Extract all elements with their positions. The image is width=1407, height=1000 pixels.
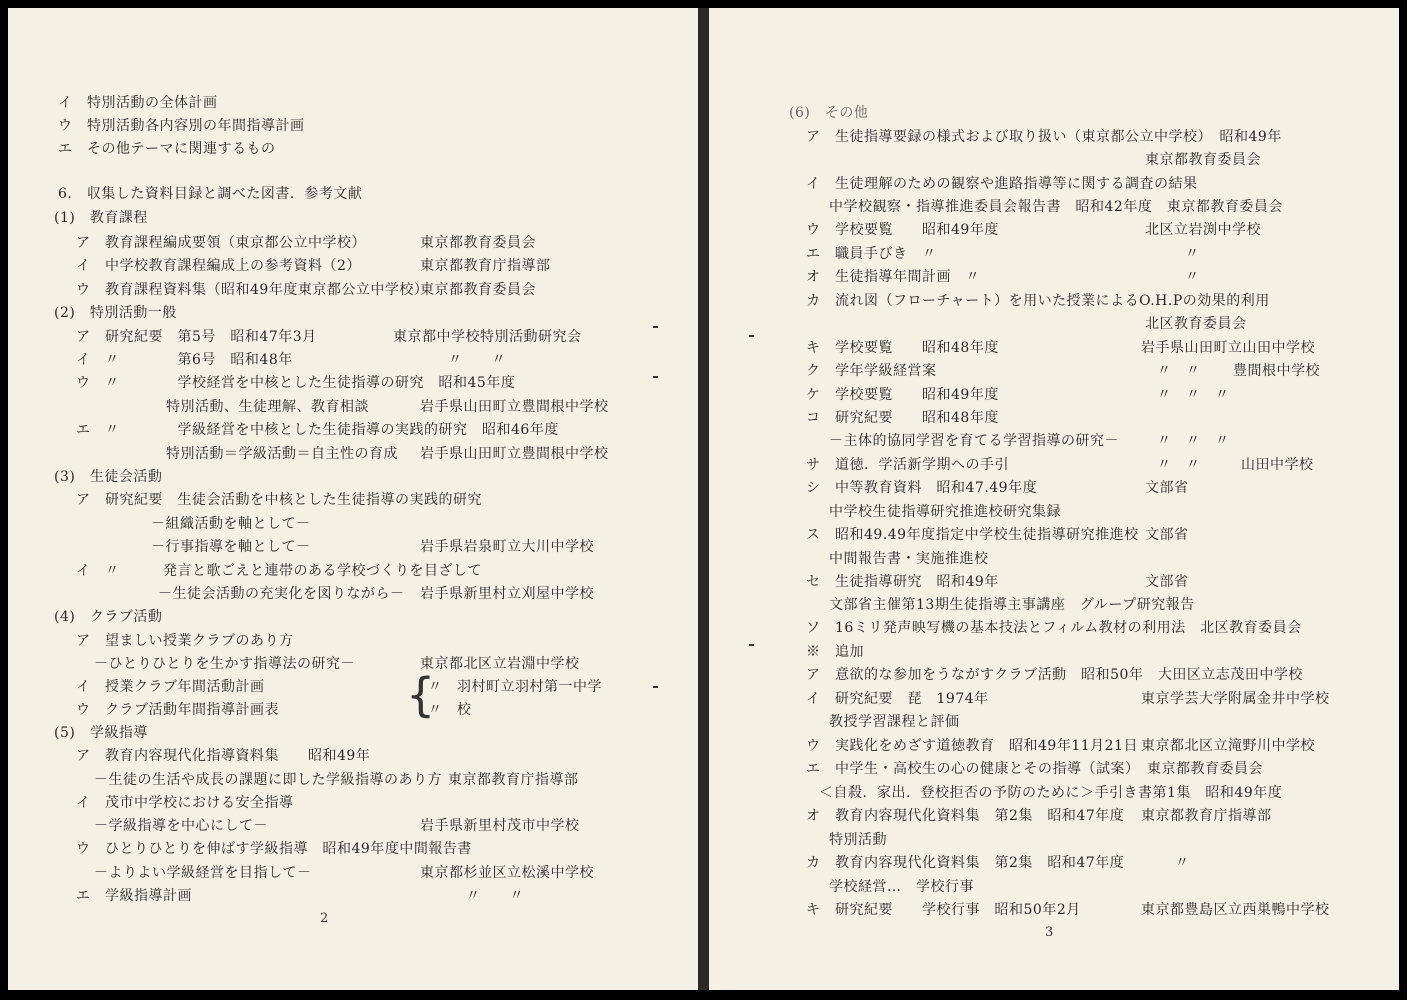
subsection-heading: (6) その他	[789, 105, 869, 121]
text-line: 特別活動、生徒理解、教育相談	[166, 399, 369, 415]
publisher: 東京都豊島区立西巣鴨中学校	[1141, 902, 1330, 918]
text-line: サ 道徳．学活新学期への手引	[806, 457, 1009, 473]
publisher: 東京都杉並区立松溪中学校	[420, 865, 594, 881]
publisher: 北区教育委員会	[1145, 316, 1247, 332]
publisher: 〃 〃	[1157, 363, 1201, 379]
publisher: 文部省	[1145, 527, 1189, 543]
publisher: 〃 校	[428, 702, 472, 718]
subsection-heading: (2) 特別活動一般	[54, 305, 177, 321]
text-line: エ 〃 学級経営を中核とした生徒指導の実践的研究 昭和46年度	[76, 422, 559, 438]
publisher: 〃 〃	[1157, 457, 1201, 473]
text-line: ウ 実践化をめざす道徳教育 昭和49年11月21日	[806, 738, 1138, 754]
text-line: ウ クラブ活動年間指導計画表	[76, 702, 279, 718]
text-line: ア 教育課程編成要領（東京都公立中学校）	[76, 235, 366, 251]
text-line: －行事指導を軸として－	[151, 539, 311, 555]
publisher: 〃	[1185, 246, 1200, 262]
text-line: －主体的協同学習を育てる学習指導の研究－	[829, 433, 1119, 449]
subsection-heading: (4) クラブ活動	[54, 609, 163, 625]
text-line: エ 職員手びき 〃	[806, 246, 937, 262]
margin-mark	[653, 686, 658, 688]
left-page	[8, 8, 698, 990]
text-line: イ 茂市中学校における安全指導	[76, 795, 294, 811]
text-line: イ 生徒理解のための観察や進路指導等に関する調査の結果	[806, 176, 1198, 192]
publisher: 岩手県山田町立豊間根中学校	[420, 446, 609, 462]
publisher: 東京都教育庁指導部	[1141, 808, 1272, 824]
text-line: 教授学習課程と評価	[829, 714, 960, 730]
text-line: エ 学級指導計画	[76, 888, 192, 904]
text-line: 学校経営… 学校行事	[829, 879, 974, 895]
text-line: ウ 〃 学校経営を中核とした生徒指導の研究 昭和45年度	[76, 375, 516, 391]
publisher: 文部省	[1145, 480, 1189, 496]
publisher: 北区立岩渕中学校	[1145, 222, 1261, 238]
text-line: ア 意欲的な参加をうながすクラブ活動 昭和50年 大田区立志茂田中学校	[806, 667, 1303, 683]
text-line: ※ 追加	[806, 644, 864, 660]
text-line: －生徒会活動の充実化を図りながら－	[158, 586, 405, 602]
text-line: ア 研究紀要 生徒会活動を中核とした生徒指導の実践的研究	[76, 492, 482, 508]
text-line: ウ 学校要覧 昭和49年度	[806, 222, 999, 238]
subsection-heading: (1) 教育課程	[54, 210, 148, 226]
text-line: イ 授業クラブ年間活動計画	[76, 679, 265, 695]
book-spine	[698, 8, 709, 990]
publisher: 東京都教育庁指導部	[420, 258, 551, 274]
text-line: イ 研究紀要 琵 1974年	[806, 691, 989, 707]
page-number: 2	[320, 911, 329, 926]
publisher: 岩手県岩泉町立大川中学校	[420, 539, 594, 555]
text-line: ウ 特別活動各内容別の年間指導計画	[58, 118, 305, 134]
text-line: キ 学校要覧 昭和48年度	[806, 340, 999, 356]
publisher: 岩手県山田町立豊間根中学校	[420, 399, 609, 415]
publisher: 東京都教育庁指導部	[448, 772, 579, 788]
publisher: 東京都教育委員会	[1145, 152, 1261, 168]
text-line: 中学校観察・指導推進委員会報告書 昭和42年度 東京都教育委員会	[829, 199, 1283, 215]
text-line: ア 教育内容現代化指導資料集 昭和49年	[76, 748, 371, 764]
publisher: 岩手県山田町立山田中学校	[1141, 340, 1315, 356]
margin-mark	[749, 335, 754, 337]
brace-mark: {	[406, 668, 436, 722]
publisher: 東京都教育委員会	[420, 235, 536, 251]
publisher: 東京都教育委員会	[420, 282, 536, 298]
publisher: 〃 〃	[448, 352, 506, 368]
text-line: ソ 16ミリ発声映写機の基本技法とフィルム教材の利用法 北区教育委員会	[806, 620, 1302, 636]
publisher: 東京都中学校特別活動研究会	[393, 329, 582, 345]
text-line: ア 生徒指導要録の様式および取り扱い（東京都公立中学校） 昭和49年	[806, 129, 1282, 145]
text-line: ス 昭和49.49年度指定中学校生徒指導研究推進校	[806, 527, 1139, 543]
text-line: ＜自殺．家出．登校拒否の予防のために＞手引き書第1集 昭和49年度	[819, 785, 1283, 801]
publisher: 東京都北区立岩淵中学校	[420, 656, 580, 672]
margin-mark	[653, 326, 658, 328]
text-line: －学級指導を中心にして－	[94, 818, 268, 834]
publisher: 東京学芸大学附属金井中学校	[1141, 691, 1330, 707]
text-line: オ 生徒指導年間計画 〃	[806, 269, 980, 285]
publisher: 東京都北区立滝野川中学校	[1141, 738, 1315, 754]
publisher: 岩手県新里村茂市中学校	[420, 818, 580, 834]
publisher: 岩手県新里村立刈屋中学校	[420, 586, 594, 602]
right-page	[709, 8, 1399, 990]
subsection-heading: (5) 学級指導	[54, 725, 148, 741]
section-heading: 6. 収集した資料目録と調べた図書．参考文献	[58, 186, 363, 202]
text-line: 中学校生徒指導研究推進校研究集録	[829, 504, 1061, 520]
margin-mark	[653, 376, 658, 378]
text-line: －ひとりひとりを生かす指導法の研究－	[94, 656, 355, 672]
text-line: ウ 教育課程資料集（昭和49年度東京都公立中学校）	[76, 282, 429, 298]
text-line: 中間報告書・実施推進校	[829, 551, 989, 567]
subsection-heading: (3) 生徒会活動	[54, 469, 163, 485]
publisher: 〃	[1185, 269, 1200, 285]
text-line: コ 研究紀要 昭和48年度	[806, 410, 999, 426]
text-line: イ 中学校教育課程編成上の参考資料（2）	[76, 258, 361, 274]
text-line: イ 〃 第6号 昭和48年	[76, 352, 293, 368]
text-line: シ 中等教育資料 昭和47.49年度	[806, 480, 1038, 496]
text-line: －組織活動を軸として－	[151, 516, 311, 532]
text-line: ク 学年学級経営案	[806, 363, 937, 379]
margin-mark	[749, 644, 754, 646]
text-line: オ 教育内容現代化資料集 第2集 昭和47年度	[806, 808, 1125, 824]
text-line: セ 生徒指導研究 昭和49年	[806, 574, 999, 590]
text-line: ア 望ましい授業クラブのあり方	[76, 633, 294, 649]
text-line: 文部省主催第13期生徒指導主事講座 グループ研究報告	[829, 597, 1195, 613]
page-number: 3	[1045, 925, 1054, 940]
text-line: イ 〃 発言と歌ごえと連帯のある学校づくりを目ざして	[76, 563, 482, 579]
text-line: カ 教育内容現代化資料集 第2集 昭和47年度	[806, 855, 1125, 871]
text-line: カ 流れ図（フローチャート）を用いた授業によるO.H.Pの効果的利用	[806, 293, 1270, 309]
publisher: 〃 羽村町立羽村第一中学	[428, 679, 602, 695]
publisher: 〃 〃 〃	[1157, 387, 1230, 403]
text-line: 特別活動＝学級活動＝自主性の育成	[166, 446, 398, 462]
text-line: イ 特別活動の全体計画	[58, 95, 218, 111]
text-line: ア 研究紀要 第5号 昭和47年3月	[76, 329, 317, 345]
publisher: 〃	[1175, 855, 1190, 871]
publisher: 文部省	[1145, 574, 1189, 590]
publisher: 〃 〃	[466, 888, 524, 904]
text-line: エ 中学生・高校生の心の健康とその指導（試案） 東京都教育委員会	[806, 761, 1263, 777]
text-line: －生徒の生活や成長の課題に即した学級指導のあり方	[94, 772, 442, 788]
text-line: 特別活動	[829, 832, 887, 848]
text-line: キ 研究紀要 学校行事 昭和50年2月	[806, 902, 1081, 918]
text-line: ウ ひとりひとりを伸ばす学級指導 昭和49年度中間報告書	[76, 841, 472, 857]
publisher: 山田中学校	[1241, 457, 1314, 473]
text-line: ケ 学校要覧 昭和49年度	[806, 387, 999, 403]
text-line: エ その他テーマに関連するもの	[58, 141, 276, 157]
text-line: －よりよい学級経営を目指して－	[94, 865, 312, 881]
publisher: 〃 〃 〃	[1157, 433, 1230, 449]
publisher: 豊間根中学校	[1233, 363, 1320, 379]
